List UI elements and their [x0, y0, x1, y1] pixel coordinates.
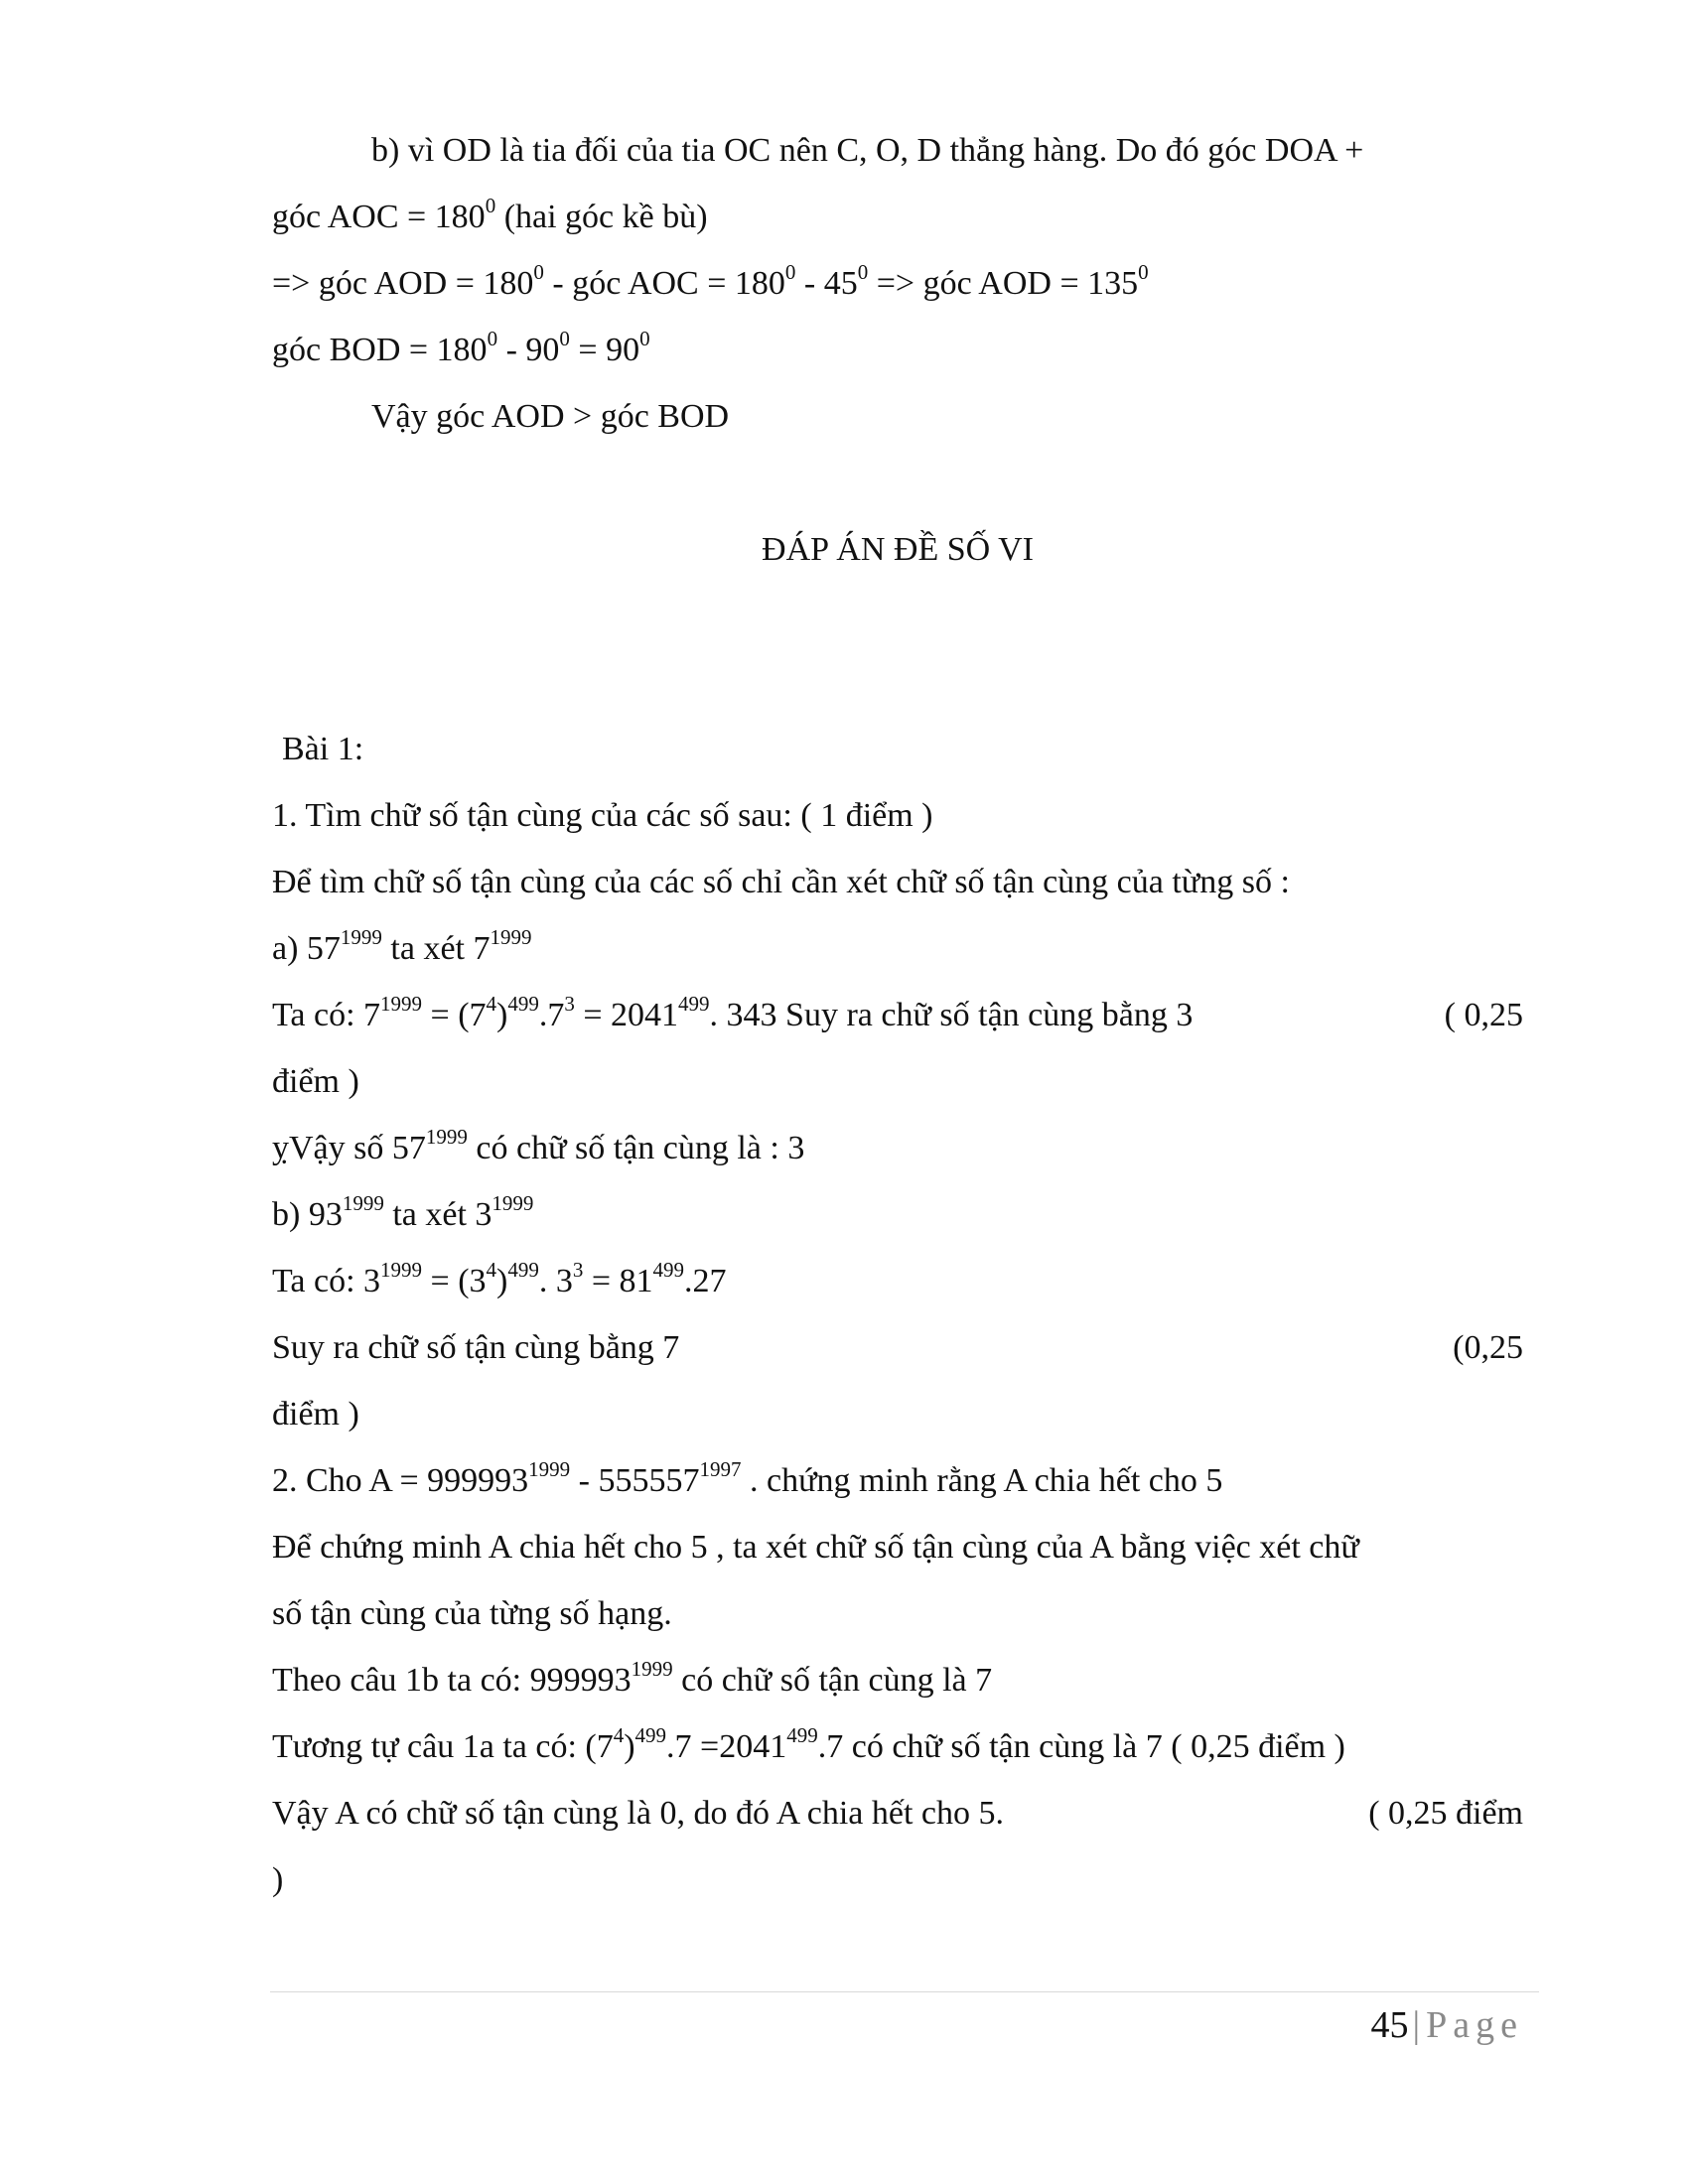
- text-line: 1. Tìm chữ số tận cùng của các số sau: ( 1 điểm ): [272, 797, 933, 834]
- text-line: điểm ): [272, 1396, 359, 1433]
- page-footer: [1371, 1997, 1523, 2053]
- score-note: ( 0,25 điểm: [1368, 1795, 1523, 1832]
- text-line: Để chứng minh A chia hết cho 5 , ta xét chữ số tận cùng của A bằng việc xét chữ: [272, 1529, 1359, 1566]
- page-content: [272, 117, 1523, 1913]
- text-line: ỵVậy số $57^{1999}$ có chữ số tận cùng là : 3: [272, 1125, 805, 1166]
- text-line: Để tìm chữ số tận cùng của các số chỉ cần xét chữ số tận cùng của từng số :: [272, 864, 1290, 900]
- text-line: Tương tự câu 1a ta có: $(7^4)^{499}.7 =2041^{499}.7$ có chữ số tận cùng là 7 ( 0,25 điểm ): [272, 1723, 1345, 1765]
- footer-separator: |: [1412, 2004, 1421, 2046]
- score-note: ( 0,25: [1444, 997, 1523, 1033]
- section-title: ĐÁP ÁN ĐỀ SỐ VI: [762, 531, 1034, 568]
- text-line: a) $57^{1999}$ ta xét $7^{1999}$: [272, 925, 532, 967]
- page-label: Page: [1426, 2004, 1523, 2046]
- text-line: Vậy góc AOD > góc BOD: [371, 398, 730, 435]
- text-line: => góc AOD = $180^0$ - góc AOC = $180^0 - 45^0$ => góc AOD = $135^0$: [272, 260, 1149, 302]
- exercise-heading: Bài 1:: [282, 731, 364, 767]
- text-line: b) $93^{1999}$ ta xét $3^{1999}$: [272, 1191, 534, 1233]
- text-line: điểm ): [272, 1063, 359, 1100]
- text-line: Ta có: $3^{1999} = (3^4)^{499}$. $3^3 = 81^{499}.27$: [272, 1258, 727, 1299]
- text-line: góc BOD = $180^0 - 90^0 = 90^0$: [272, 327, 650, 368]
- score-note: (0,25: [1453, 1329, 1523, 1366]
- text-line: Suy ra chữ số tận cùng bằng 7 (0,25: [272, 1314, 1523, 1381]
- text-line: b) vì OD là tia đối của tia OC nên C, O, D thẳng hàng. Do đó góc DOA +: [371, 132, 1364, 169]
- text-line: số tận cùng của từng số hạng.: [272, 1595, 672, 1632]
- text-line: Vậy A có chữ số tận cùng là 0, do đó A chia hết cho 5. ( 0,25 điểm: [272, 1780, 1523, 1846]
- text-line: Theo câu 1b ta có: $999993^{1999}$ có chữ số tận cùng là 7: [272, 1657, 993, 1699]
- text-line: 2. Cho $A = 999993^{1999} - 555557^{1997}$ . chứng minh rằng A chia hết cho 5: [272, 1457, 1223, 1499]
- text-line: ): [272, 1861, 284, 1898]
- footer-divider: [270, 1991, 1539, 1992]
- page-number: 45: [1370, 2004, 1409, 2046]
- text-line: góc AOC = $180^0$ (hai góc kề bù): [272, 194, 708, 235]
- text-line: Ta có: $7^{1999} = (7^4)^{499}.7^3 = 2041^{499}$. 343 Suy ra chữ số tận cùng bằng 3 ( 0,25: [272, 982, 1523, 1048]
